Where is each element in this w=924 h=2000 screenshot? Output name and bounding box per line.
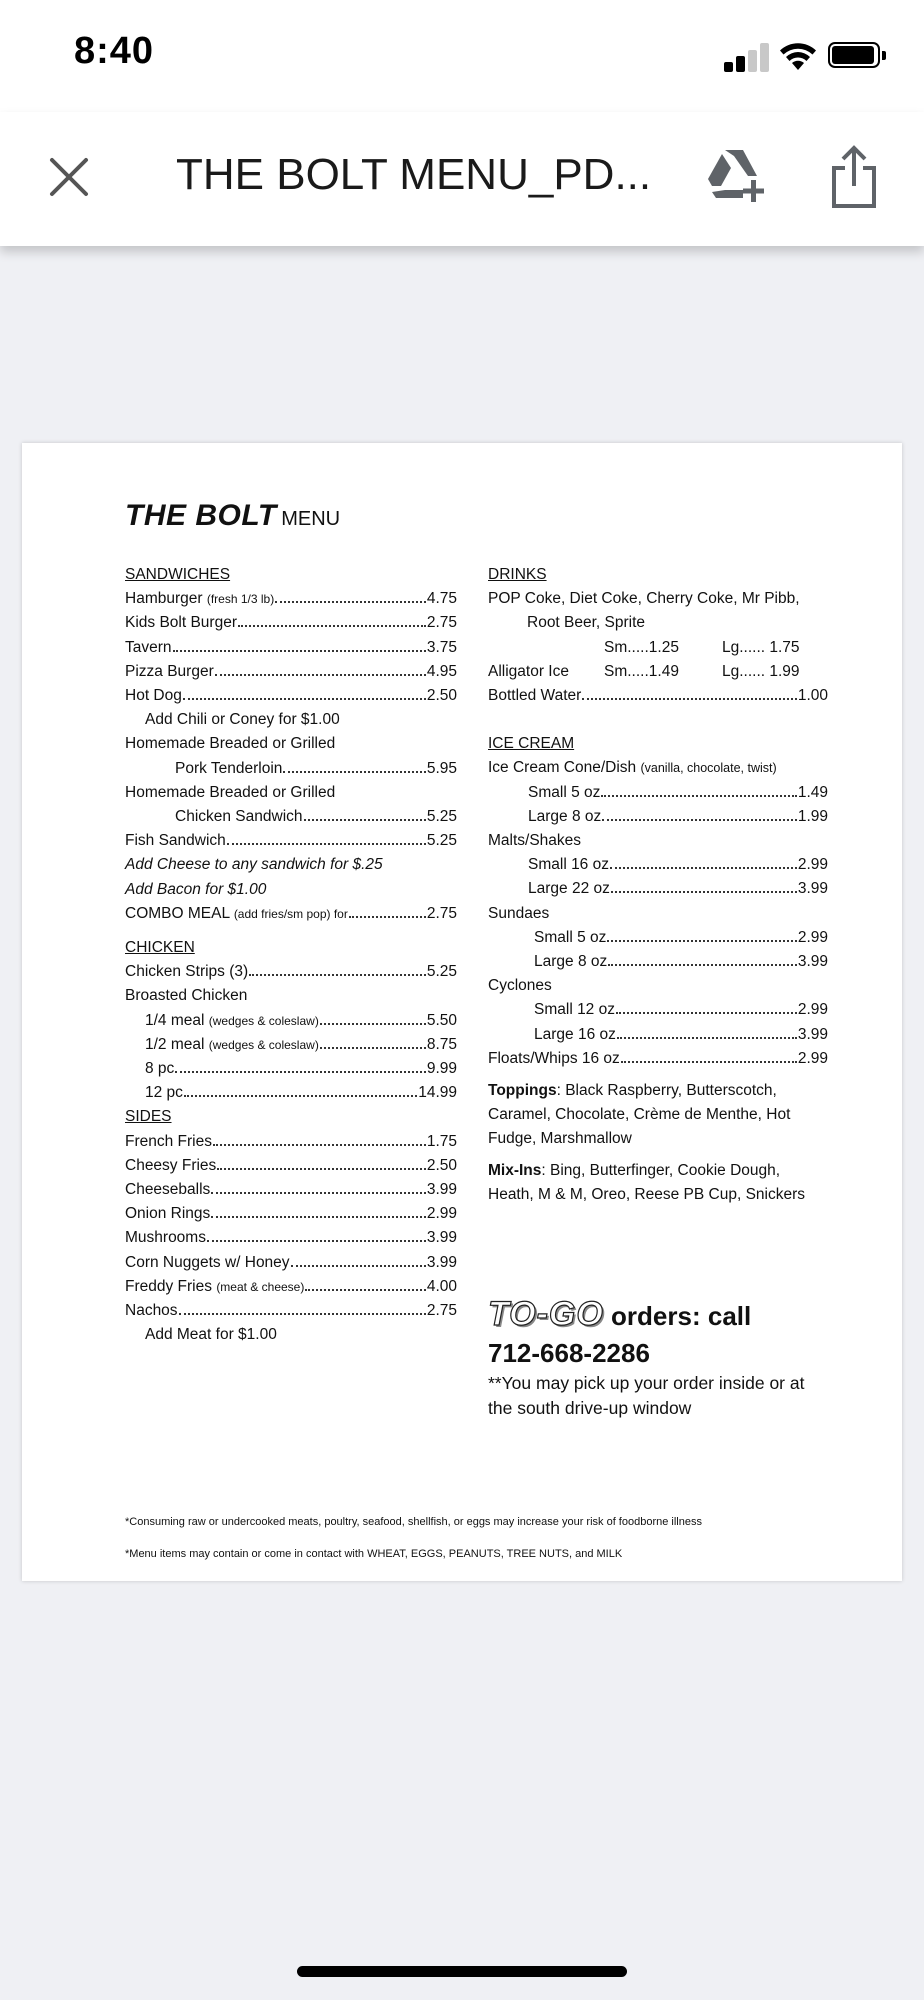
menu-item: Mushrooms 3.99 (125, 1229, 457, 1247)
wifi-icon (778, 40, 818, 72)
drinks-header: DRINKS (488, 566, 547, 583)
menu-item: 1/2 meal (wedges & coleslaw) 8.75 (145, 1035, 457, 1053)
footnote: *Consuming raw or undercooked meats, poultry, seafood, shellfish, or eggs may increase your risk of foodborne illness (125, 1516, 702, 1528)
menu-item: Small 5 oz 1.49 (528, 783, 828, 801)
menu-note: Add Chili or Coney for $1.00 (145, 711, 340, 729)
menu-item: Corn Nuggets w/ Honey 3.99 (125, 1253, 457, 1271)
mixins-paragraph: Mix-Ins: Bing, Butterfinger, Cookie Dough, Heath, M & M, Oreo, Reese PB Cup, Snickers (488, 1162, 806, 1204)
menu-item: Large 16 oz 3.99 (534, 1025, 828, 1043)
menu-item-label: Sundaes (488, 904, 550, 922)
menu-item: Small 12 oz 2.99 (534, 1001, 828, 1019)
menu-item: Fish Sandwich 5.25 (125, 832, 457, 850)
menu-item: 12 pc 14.99 (145, 1084, 457, 1102)
ice-cream-header: ICE CREAM (488, 735, 575, 753)
menu-item: Small 5 oz 2.99 (534, 928, 828, 946)
menu-item: Floats/Whips 16 oz 2.99 (488, 1049, 828, 1067)
document-toolbar (0, 112, 924, 246)
menu-item: Kids Bolt Burger 2.75 (125, 614, 457, 632)
menu-item: Alligator Ice Sm.....1.49 Lg...... 1.99 (488, 662, 800, 680)
menu-item: Pizza Burger 4.95 (125, 662, 457, 680)
menu-item-label: Homemade Breaded or Grilled (125, 735, 336, 753)
menu-word: MENU (281, 508, 341, 530)
menu-item: French Fries 1.75 (125, 1132, 457, 1150)
menu-item: Chicken Sandwich 5.25 (175, 808, 457, 826)
menu-title (125, 499, 340, 533)
menu-item-label: Ice Cream Cone/Dish (vanilla, chocolate, twist) (488, 759, 777, 777)
menu-item: Hamburger (fresh 1/3 lb) 4.75 (125, 590, 457, 608)
menu-item: Large 22 oz 3.99 (528, 880, 828, 898)
status-bar (0, 0, 924, 112)
menu-item: Nachos 2.75 (125, 1302, 457, 1320)
left-column (125, 563, 457, 1348)
menu-item: Large 8 oz 3.99 (534, 953, 828, 971)
chicken-header: CHICKEN (125, 939, 195, 957)
menu-item-label: Cyclones (488, 977, 552, 995)
menu-item: Cheesy Fries 2.50 (125, 1156, 457, 1174)
close-icon[interactable] (44, 152, 94, 202)
add-to-drive-icon[interactable] (705, 146, 767, 206)
menu-note: Add Cheese to any sandwich for $.25 (125, 856, 383, 874)
menu-item: Cheeseballs 3.99 (125, 1181, 457, 1199)
share-icon[interactable] (828, 142, 880, 212)
menu-item: 8 pc 9.99 (145, 1060, 457, 1078)
right-column (488, 563, 828, 1207)
menu-item: Bottled Water 1.00 (488, 687, 828, 705)
pickup-note: **You may pick up your order inside or at the south drive-up window (488, 1373, 805, 1418)
phone-number[interactable]: 712-668-2286 (488, 1338, 650, 1368)
toppings-paragraph: Toppings: Black Raspberry, Butterscotch, Caramel, Chocolate, Crème de Menthe, Hot Fudge, Marshmallow (488, 1082, 791, 1148)
battery-icon (828, 42, 886, 70)
menu-item: Tavern 3.75 (125, 638, 457, 656)
document-title: THE BOLT MENU_PD... (176, 150, 652, 199)
menu-item: Freddy Fries (meat & cheese) 4.00 (125, 1277, 457, 1295)
menu-item: COMBO MEAL (add fries/sm pop) for 2.75 (125, 904, 457, 922)
menu-item: Large 8 oz 1.99 (528, 807, 828, 825)
menu-item-label: Malts/Shakes (488, 832, 582, 850)
menu-item: Sm.....1.25 Lg...... 1.75 (604, 638, 800, 656)
togo-heading: TO-GO orders: call (488, 1295, 752, 1333)
cellular-signal-icon (724, 42, 770, 72)
menu-item-label: Homemade Breaded or Grilled (125, 783, 336, 801)
menu-item: 1/4 meal (wedges & coleslaw) 5.50 (145, 1011, 457, 1029)
pdf-page (22, 443, 902, 1581)
menu-item: Onion Rings 2.99 (125, 1205, 457, 1223)
menu-item: Hot Dog 2.50 (125, 687, 457, 705)
sandwiches-header: SANDWICHES (125, 566, 231, 583)
menu-item-label: POP Coke, Diet Coke, Cherry Coke, Mr Pibb, (488, 590, 800, 608)
menu-note: Add Bacon for $1.00 (125, 880, 267, 898)
status-time: 8:40 (74, 30, 155, 72)
menu-note: Add Meat for $1.00 (145, 1326, 277, 1344)
menu-item-label: Root Beer, Sprite (527, 614, 646, 632)
home-indicator[interactable] (297, 1966, 627, 1977)
menu-item: Chicken Strips (3) 5.25 (125, 963, 457, 981)
menu-item-label: Broasted Chicken (125, 987, 248, 1005)
togo-block (488, 1295, 828, 1421)
footnote: *Menu items may contain or come in contact with WHEAT, EGGS, PEANUTS, TREE NUTS, and MILK (125, 1548, 623, 1560)
sides-header: SIDES (125, 1108, 172, 1126)
menu-item: Small 16 oz 2.99 (528, 856, 828, 874)
menu-item: Pork Tenderloin 5.95 (175, 759, 457, 777)
brand-name: THE BOLT (125, 499, 277, 532)
